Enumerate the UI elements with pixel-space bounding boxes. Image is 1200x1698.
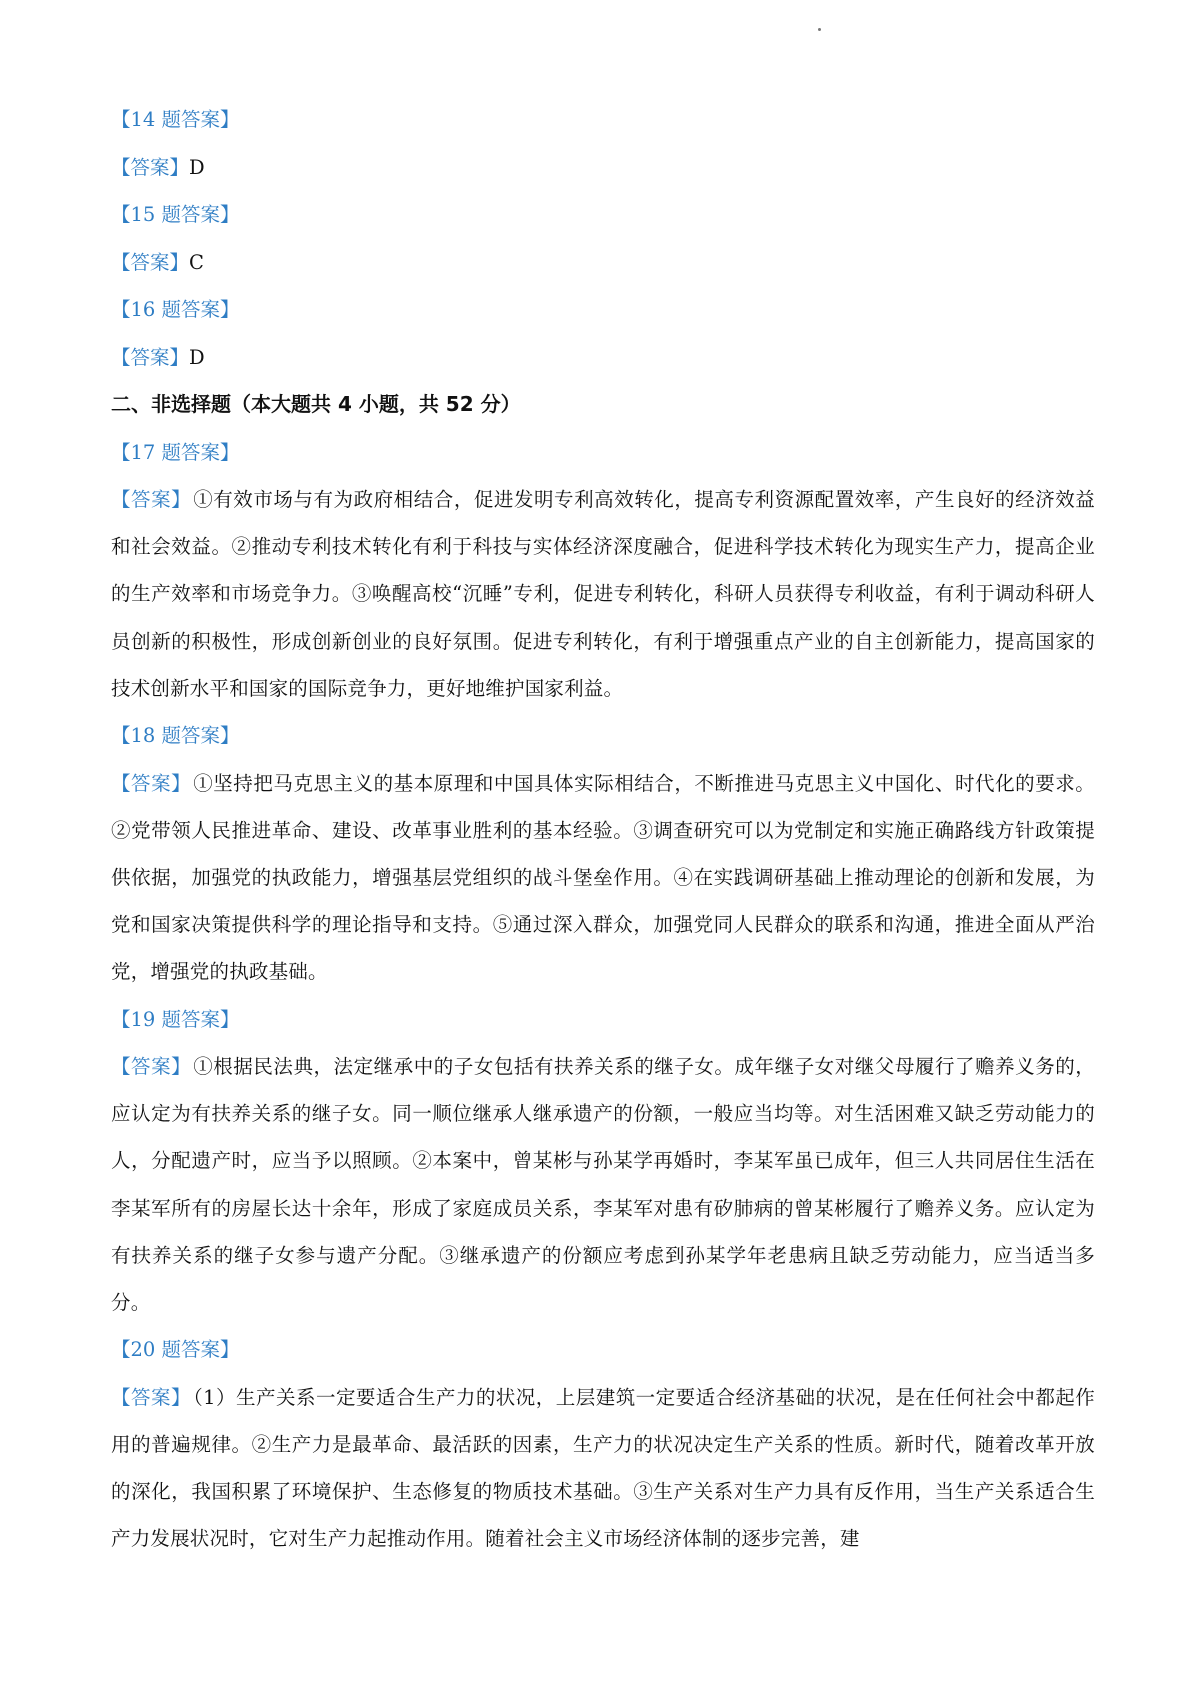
page-mark — [818, 28, 821, 31]
q18-label: 【18 题答案】 — [111, 724, 240, 748]
q19-answer-paragraph — [111, 1043, 1095, 1326]
q20-answer-tag: 【答案】 — [111, 1385, 191, 1409]
q15-answer-line — [111, 239, 1095, 287]
q14-label: 【14 题答案】 — [111, 108, 240, 131]
q15-label: 【15 题答案】 — [111, 203, 240, 226]
q19-label: 【19 题答案】 — [111, 1007, 240, 1031]
q20-label: 【20 题答案】 — [111, 1338, 240, 1362]
q17-answer-tag: 【答案】 — [111, 488, 192, 511]
q19-answer-text: ①根据民法典，法定继承中的子女包括有扶养关系的继子女。成年继子女对继父母履行了赡养义务的，应认定为有扶养关系的继子女。同一顺位继承人继承遗产的份额，一般应当均等。对生活困难又缺乏劳动能力的人，分配遗产时，应当予以照顾。②本案中，曾某彬与孙某学再婚时，李某军虽已成年，但三人共同居住生活在李某军所有的房屋长达十余年，形成了家庭成员关系，李某军对患有矽肺病的曾某彬履行了赡养义务。应认定为有扶养关系的继子女参与遗产分配。③继承遗产的份额应考虑到孙某学年老患病且缺乏劳动能力，应当适当多分。 — [111, 1055, 1095, 1315]
q14-answer: D — [189, 155, 205, 179]
q14-answer-line — [111, 144, 1095, 192]
q20-answer-paragraph — [111, 1374, 1095, 1563]
q16-answer: D — [189, 345, 205, 369]
q17-label: 【17 题答案】 — [111, 440, 240, 464]
q14-answer-tag: 【答案】 — [111, 155, 190, 179]
q16-label: 【16 题答案】 — [111, 298, 240, 321]
q17-answer-paragraph — [111, 476, 1095, 712]
q18-answer-text: ①坚持把马克思主义的基本原理和中国具体实际相结合，不断推进马克思主义中国化、时代化的要求。②党带领人民推进革命、建设、改革事业胜利的基本经验。③调查研究可以为党制定和实施正确路线方针政策提供依据，加强党的执政能力，增强基层党组织的战斗堡垒作用。④在实践调研基础上推动理论的创新和发展，为党和国家决策提供科学的理论指导和支持。⑤通过深入群众，加强党同人民群众的联系和沟通，推进全面从严治党，增强党的执政基础。 — [111, 771, 1095, 984]
q19-answer-tag: 【答案】 — [111, 1055, 192, 1079]
answer-content — [111, 96, 1095, 1563]
q15-answer: C — [189, 250, 204, 274]
q18-answer-tag: 【答案】 — [111, 771, 192, 795]
q17-answer-text: ①有效市场与有为政府相结合，促进发明专利高效转化，提高专利资源配置效率，产生良好的经济效益和社会效益。②推动专利技术转化有利于科技与实体经济深度融合，促进科学技术转化为现实生产力，提高企业的生产效率和市场竞争力。③唤醒高校“沉睡”专利，促进专利转化，科研人员获得专利收益，有利于调动科研人员创新的积极性，形成创新创业的良好氛围。促进专利转化，有利于增强重点产业的自主创新能力，提高国家的技术创新水平和国家的国际竞争力，更好地维护国家利益。 — [111, 488, 1095, 700]
q20-answer-text: （1）生产关系一定要适合生产力的状况，上层建筑一定要适合经济基础的状况，是在任何社会中都起作用的普遍规律。②生产力是最革命、最活跃的因素，生产力的状况决定生产关系的性质。新时代，随着改革开放的深化，我国积累了环境保护、生态修复的物质技术基础。③生产关系对生产力具有反作用，当生产关系适合生产力发展状况时，它对生产力起推动作用。随着社会主义市场经济体制的逐步完善，建 — [111, 1385, 1095, 1551]
section-title: 二、非选择题（本大题共 4 小题，共 52 分） — [111, 392, 521, 416]
q15-answer-tag: 【答案】 — [111, 250, 190, 274]
q16-answer-line — [111, 334, 1095, 382]
q16-answer-tag: 【答案】 — [111, 345, 190, 369]
q18-answer-paragraph — [111, 760, 1095, 996]
